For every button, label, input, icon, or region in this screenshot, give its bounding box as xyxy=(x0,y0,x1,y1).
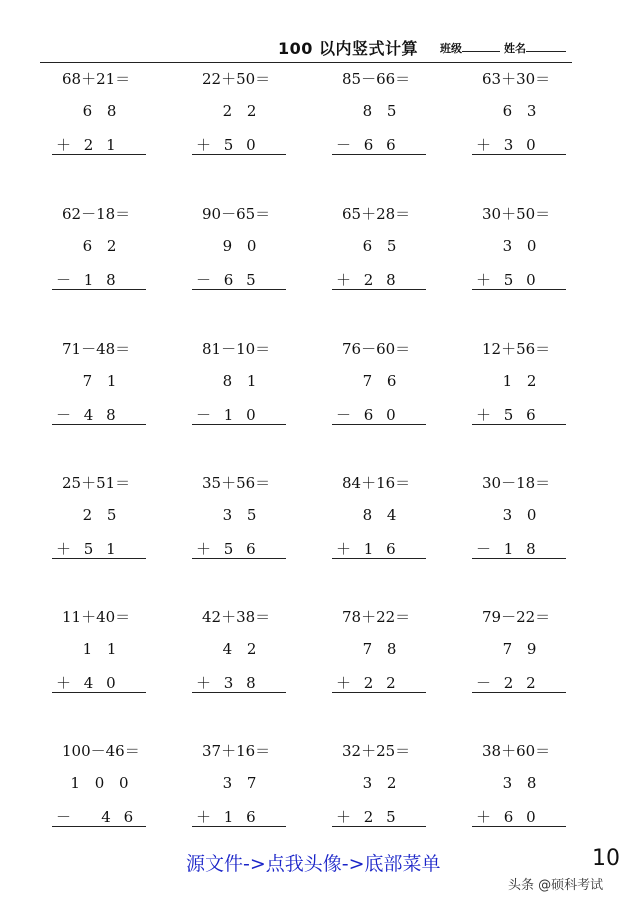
problem-bottom-operand: ＋ 1 6 xyxy=(332,538,426,559)
source-file-link[interactable]: 源文件->点我头像->底部菜单 xyxy=(186,853,441,875)
problem-top-operand: 3 8 xyxy=(502,774,542,792)
problem-equation: 78＋22＝ xyxy=(342,608,411,626)
problem-equation: 12＋56＝ xyxy=(482,340,551,358)
problem-top-operand: 6 2 xyxy=(82,237,122,255)
problem-24 xyxy=(460,740,580,850)
problem-bottom-operand: － 1 8 xyxy=(472,538,566,559)
problem-top-operand: 8 1 xyxy=(222,372,262,390)
problem-bottom-operand: ＋ 5 6 xyxy=(472,404,566,425)
problem-equation: 68＋21＝ xyxy=(62,70,131,88)
problem-equation: 81－10＝ xyxy=(202,340,271,358)
problem-5 xyxy=(40,203,160,313)
problem-bottom-operand: － 4 8 xyxy=(52,404,146,425)
problem-14 xyxy=(180,472,300,582)
problem-16 xyxy=(460,472,580,582)
problem-equation: 30－18＝ xyxy=(482,474,551,492)
problem-equation: 11＋40＝ xyxy=(62,608,131,626)
problem-equation: 62－18＝ xyxy=(62,205,131,223)
problem-top-operand: 4 2 xyxy=(222,640,262,658)
problem-bottom-operand: ＋ 2 5 xyxy=(332,806,426,827)
problem-4 xyxy=(460,68,580,178)
problem-equation: 79－22＝ xyxy=(482,608,551,626)
problem-top-operand: 3 0 xyxy=(502,506,542,524)
problem-equation: 90－65＝ xyxy=(202,205,271,223)
problem-top-operand: 6 5 xyxy=(362,237,402,255)
problem-21 xyxy=(40,740,160,850)
problem-7 xyxy=(320,203,440,313)
problem-bottom-operand: ＋ 3 0 xyxy=(472,134,566,155)
problem-equation: 38＋60＝ xyxy=(482,742,551,760)
problem-12 xyxy=(460,338,580,448)
problem-6 xyxy=(180,203,300,313)
name-label: 姓名 xyxy=(504,42,526,55)
problem-equation: 22＋50＝ xyxy=(202,70,271,88)
problem-bottom-operand: ＋ 5 0 xyxy=(472,269,566,290)
problem-bottom-operand: ＋ 1 6 xyxy=(192,806,286,827)
problem-equation: 63＋30＝ xyxy=(482,70,551,88)
problem-bottom-operand: － 4 6 xyxy=(52,806,146,827)
problem-equation: 42＋38＝ xyxy=(202,608,271,626)
problem-bottom-operand: ＋ 2 2 xyxy=(332,672,426,693)
watermark-text: 头条 @硕科考试 xyxy=(508,878,604,893)
problem-top-operand: 7 1 xyxy=(82,372,122,390)
problem-top-operand: 3 5 xyxy=(222,506,262,524)
problem-equation: 30＋50＝ xyxy=(482,205,551,223)
problem-top-operand: 1 0 0 xyxy=(70,774,134,792)
problem-18 xyxy=(180,606,300,716)
problem-15 xyxy=(320,472,440,582)
problem-23 xyxy=(320,740,440,850)
problem-1 xyxy=(40,68,160,178)
problem-top-operand: 3 7 xyxy=(222,774,262,792)
problem-10 xyxy=(180,338,300,448)
problem-top-operand: 7 6 xyxy=(362,372,402,390)
problem-top-operand: 1 1 xyxy=(82,640,122,658)
page-number: 10 xyxy=(592,846,620,871)
problem-bottom-operand: － 1 0 xyxy=(192,404,286,425)
problem-bottom-operand: ＋ 2 1 xyxy=(52,134,146,155)
problem-bottom-operand: ＋ 5 6 xyxy=(192,538,286,559)
problem-equation: 100－46＝ xyxy=(62,742,140,760)
problem-20 xyxy=(460,606,580,716)
problem-bottom-operand: － 1 8 xyxy=(52,269,146,290)
problem-top-operand: 7 9 xyxy=(502,640,542,658)
problem-top-operand: 8 4 xyxy=(362,506,402,524)
problem-bottom-operand: ＋ 4 0 xyxy=(52,672,146,693)
problem-top-operand: 6 8 xyxy=(82,102,122,120)
problem-equation: 25＋51＝ xyxy=(62,474,131,492)
problem-top-operand: 1 2 xyxy=(502,372,542,390)
problem-top-operand: 3 2 xyxy=(362,774,402,792)
problem-19 xyxy=(320,606,440,716)
problem-bottom-operand: － 6 5 xyxy=(192,269,286,290)
problem-bottom-operand: － 6 0 xyxy=(332,404,426,425)
problem-equation: 37＋16＝ xyxy=(202,742,271,760)
problem-top-operand: 3 0 xyxy=(502,237,542,255)
page-title: 100 以内竖式计算 xyxy=(278,39,418,58)
problem-top-operand: 6 3 xyxy=(502,102,542,120)
problem-equation: 32＋25＝ xyxy=(342,742,411,760)
problem-top-operand: 7 8 xyxy=(362,640,402,658)
problem-3 xyxy=(320,68,440,178)
problem-top-operand: 2 5 xyxy=(82,506,122,524)
problem-11 xyxy=(320,338,440,448)
problem-top-operand: 9 0 xyxy=(222,237,262,255)
problem-bottom-operand: ＋ 6 0 xyxy=(472,806,566,827)
problem-equation: 71－48＝ xyxy=(62,340,131,358)
problem-9 xyxy=(40,338,160,448)
class-label: 班级 xyxy=(440,42,462,55)
problem-bottom-operand: ＋ 2 8 xyxy=(332,269,426,290)
problem-bottom-operand: － 6 6 xyxy=(332,134,426,155)
problem-top-operand: 8 5 xyxy=(362,102,402,120)
problem-22 xyxy=(180,740,300,850)
problem-bottom-operand: ＋ 5 0 xyxy=(192,134,286,155)
problem-2 xyxy=(180,68,300,178)
problem-equation: 84＋16＝ xyxy=(342,474,411,492)
problem-bottom-operand: － 2 2 xyxy=(472,672,566,693)
problem-equation: 35＋56＝ xyxy=(202,474,271,492)
problem-bottom-operand: ＋ 3 8 xyxy=(192,672,286,693)
problem-17 xyxy=(40,606,160,716)
problem-equation: 85－66＝ xyxy=(342,70,411,88)
problem-equation: 76－60＝ xyxy=(342,340,411,358)
problem-top-operand: 2 2 xyxy=(222,102,262,120)
problem-bottom-operand: ＋ 5 1 xyxy=(52,538,146,559)
problem-13 xyxy=(40,472,160,582)
problem-equation: 65＋28＝ xyxy=(342,205,411,223)
problem-8 xyxy=(460,203,580,313)
